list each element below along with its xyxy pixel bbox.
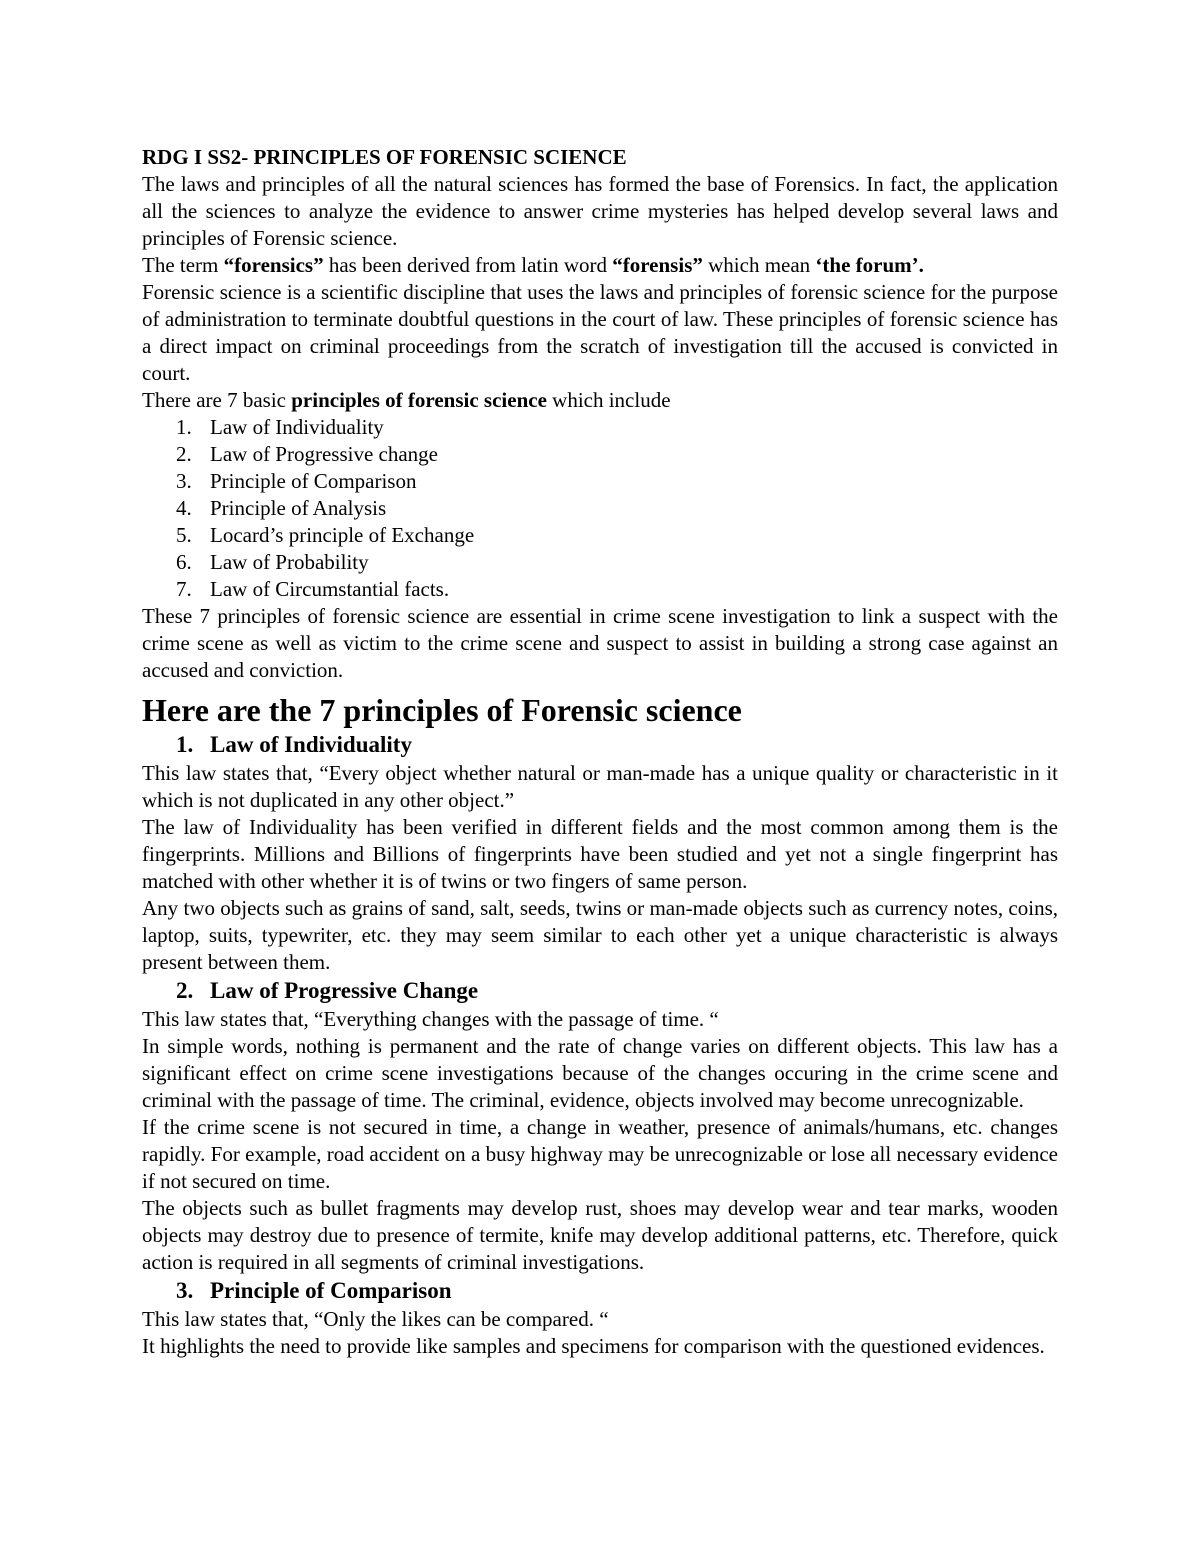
subsection-number: 2. bbox=[176, 978, 194, 1003]
section-paragraph: This law states that, “Every object whether natural or man-made has a unique quality or characteristic in it which is not duplicated in any other object.” bbox=[142, 761, 1058, 812]
list-number: 7. bbox=[176, 577, 192, 601]
section-paragraph: It highlights the need to provide like samples and specimens for comparison with the questioned evidences. bbox=[142, 1334, 1045, 1358]
list-label: Locard’s principle of Exchange bbox=[210, 523, 475, 547]
list-item bbox=[142, 522, 1058, 549]
subsection-number: 1. bbox=[176, 732, 194, 757]
list-number: 2. bbox=[176, 442, 192, 466]
intro-paragraph-1: The laws and principles of all the natural sciences has formed the base of Forensics. In fact, the application all the sciences to analyze the evidence to answer crime mysteries has helped develop several laws and principles of Forensic science. bbox=[142, 172, 1058, 250]
section-paragraph: If the crime scene is not secured in time, a change in weather, presence of animals/humans, etc. changes rapidly. For example, road accident on a busy highway may be unrecognizable or lose all necessary evidence if not secured on time. bbox=[142, 1115, 1058, 1193]
section-paragraph: Any two objects such as grains of sand, salt, seeds, twins or man-made objects such as currency notes, coins, laptop, suits, typewriter, etc. they may seem similar to each other yet a unique characteristic is always present between them. bbox=[142, 896, 1058, 974]
intro-text: There are 7 basic bbox=[142, 388, 292, 412]
intro-paragraph-3: Forensic science is a scientific discipline that uses the laws and principles of forensic science for the purpose of administration to terminate doubtful questions in the court of law. These principles of forensic science has a direct impact on criminal proceedings from the scratch of investigation till the accused is convicted in court. bbox=[142, 280, 1058, 385]
document-page bbox=[142, 144, 1058, 1360]
list-label: Principle of Comparison bbox=[210, 469, 417, 493]
list-number: 1. bbox=[176, 415, 192, 439]
subsection-heading bbox=[142, 1276, 1058, 1306]
list-label: Law of Probability bbox=[210, 550, 369, 574]
section-paragraph: The law of Individuality has been verified in different fields and the most common among them is the fingerprints. Millions and Billions of fingerprints have been studied and yet not a single fingerprint has matched with other whether it is of twins or two fingers of same person. bbox=[142, 815, 1058, 893]
intro-paragraph-2 bbox=[142, 252, 1058, 279]
intro-text: The term bbox=[142, 253, 224, 277]
list-number: 3. bbox=[176, 469, 192, 493]
list-label: Law of Progressive change bbox=[210, 442, 439, 466]
summary-paragraph: These 7 principles of forensic science are essential in crime scene investigation to link a suspect with the crime scene as well as victim to the crime scene and suspect to assist in building a strong case against an accused and conviction. bbox=[142, 604, 1058, 682]
subsection-title: Principle of Comparison bbox=[210, 1278, 452, 1303]
list-label: Principle of Analysis bbox=[210, 496, 387, 520]
document-title: RDG I SS2- PRINCIPLES OF FORENSIC SCIENCE bbox=[142, 145, 627, 169]
term-forensics: “forensics” bbox=[223, 253, 324, 277]
section-heading: Here are the 7 principles of Forensic science bbox=[142, 692, 742, 728]
subsection-title: Law of Individuality bbox=[210, 732, 412, 757]
section-paragraph: The objects such as bullet fragments may develop rust, shoes may develop wear and tear marks, wooden objects may destroy due to presence of termite, knife may develop additional patterns, etc. Therefore, quick action is required in all segments of criminal investigations. bbox=[142, 1196, 1058, 1274]
section-paragraph: In simple words, nothing is permanent and the rate of change varies on different objects. This law has a significant effect on crime scene investigations because of the changes occuring in the crime scene and criminal with the passage of time. The criminal, evidence, objects involved may become unrecognizable. bbox=[142, 1034, 1058, 1112]
list-number: 5. bbox=[176, 523, 192, 547]
list-item bbox=[142, 549, 1058, 576]
principles-emphasis: principles of forensic science bbox=[291, 388, 547, 412]
list-label: Law of Circumstantial facts. bbox=[210, 577, 450, 601]
term-the-forum: ‘the forum’. bbox=[815, 253, 924, 277]
list-item bbox=[142, 495, 1058, 522]
subsection-number: 3. bbox=[176, 1278, 194, 1303]
term-forensis: “forensis” bbox=[612, 253, 703, 277]
intro-paragraph-4 bbox=[142, 387, 1058, 414]
list-number: 6. bbox=[176, 550, 192, 574]
intro-text: which mean bbox=[702, 253, 816, 277]
list-number: 4. bbox=[176, 496, 192, 520]
intro-text: which include bbox=[546, 388, 671, 412]
subsection-heading bbox=[142, 976, 1058, 1006]
list-item bbox=[142, 468, 1058, 495]
list-label: Law of Individuality bbox=[210, 415, 384, 439]
section-paragraph: This law states that, “Only the likes can be compared. “ bbox=[142, 1307, 609, 1331]
section-paragraph: This law states that, “Everything changes with the passage of time. “ bbox=[142, 1007, 719, 1031]
list-item bbox=[142, 414, 1058, 441]
list-item bbox=[142, 441, 1058, 468]
subsection-heading bbox=[142, 730, 1058, 760]
subsection-title: Law of Progressive Change bbox=[210, 978, 479, 1003]
intro-text: has been derived from latin word bbox=[323, 253, 613, 277]
principles-list bbox=[142, 414, 1058, 603]
list-item bbox=[142, 576, 1058, 603]
